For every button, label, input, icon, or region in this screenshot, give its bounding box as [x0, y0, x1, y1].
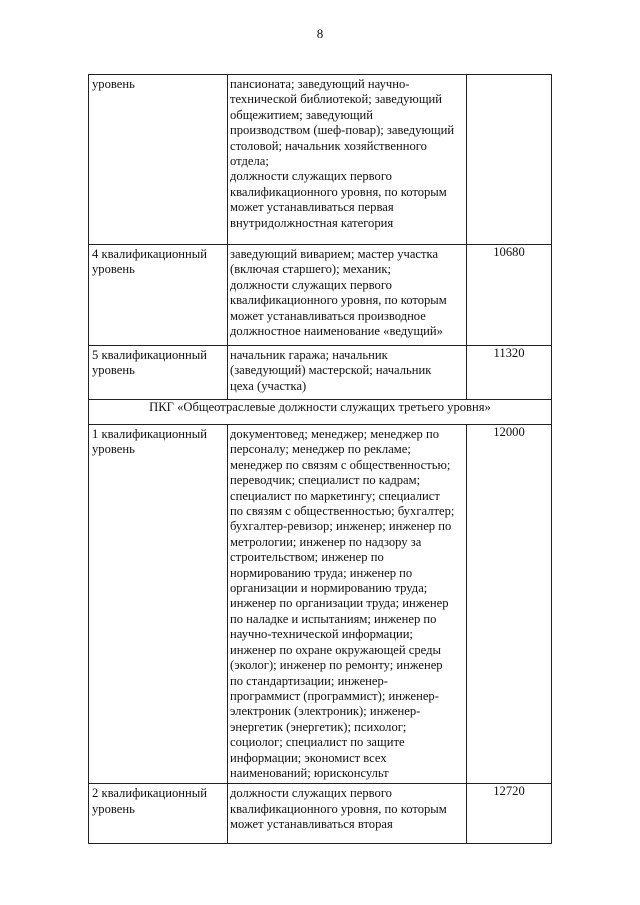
salary-cell: [467, 75, 552, 245]
level-cell: [89, 245, 228, 346]
salary-cell: 12720: [467, 784, 552, 844]
position-line: организации и нормированию труда;: [230, 581, 428, 596]
positions-list: [228, 784, 466, 834]
position-line: должности служащих первого: [230, 169, 392, 184]
position-line: производством (шеф-повар); заведующий: [230, 123, 455, 138]
position-line: пансионата; заведующий научно-: [230, 77, 410, 91]
position-line: должности служащих первого: [230, 277, 392, 292]
positions-cell: [228, 75, 467, 245]
position-line: квалификационного уровня, по которым: [230, 293, 447, 308]
position-line: по наладке и испытаниям; инженер по: [230, 611, 437, 626]
table-row: [89, 75, 552, 245]
position-line: квалификационного уровня, по которым: [230, 184, 447, 199]
level-label: 4 квалификационный уровень: [92, 247, 207, 277]
position-line: персоналу; менеджер по рекламе;: [230, 442, 411, 457]
position-line: должности служащих первого: [230, 786, 392, 801]
position-line: электроник (электроник); инженер-: [230, 704, 421, 719]
position-line: энергетик (энергетик); психолог;: [230, 719, 407, 734]
level-cell: [89, 75, 228, 245]
level-label: уровень: [92, 77, 135, 91]
position-line: менеджер по связям с общественностью;: [230, 457, 451, 472]
table-row: [89, 425, 552, 784]
position-line: отдела;: [230, 154, 269, 169]
position-line: метрологии; инженер по надзору за: [230, 534, 422, 549]
salary-cell: 11320: [467, 346, 552, 400]
level-cell: [89, 346, 228, 400]
table-row: [89, 245, 552, 346]
position-line: документовед; менеджер; менеджер по: [230, 427, 439, 441]
table-row: [89, 400, 552, 425]
position-line: (заведующий) мастерской; начальник: [230, 363, 432, 378]
level-cell: [89, 784, 228, 844]
position-line: заведующий виварием; мастер участка: [230, 247, 439, 261]
positions-list: [228, 245, 466, 341]
position-line: может устанавливаться вторая: [230, 817, 393, 832]
position-line: начальник гаража; начальник: [230, 348, 388, 362]
position-line: информации; экономист всех: [230, 750, 387, 765]
table-row: [89, 346, 552, 400]
position-line: квалификационного уровня, по которым: [230, 801, 447, 816]
position-line: по связям с общественностью; бухгалтер;: [230, 504, 455, 519]
page-number: 8: [316, 26, 324, 41]
salary-table: [88, 74, 552, 844]
position-line: наименований; юрисконсульт: [230, 765, 389, 780]
position-line: должностное наименование «ведущий»: [230, 324, 443, 339]
position-line: нормированию труда; инженер по: [230, 565, 413, 580]
position-line: строительством; инженер по: [230, 550, 384, 565]
position-line: цеха (участка): [230, 378, 307, 393]
position-line: переводчик; специалист по кадрам;: [230, 473, 421, 488]
position-line: общежитием; заведующий: [230, 107, 374, 122]
position-line: по стандартизации; инженер-: [230, 673, 388, 688]
positions-list: [228, 425, 466, 783]
level-label: 5 квалификационный уровень: [92, 348, 207, 378]
position-line: инженер по охране окружающей среды: [230, 642, 441, 657]
position-line: программист (программист); инженер-: [230, 688, 439, 703]
position-line: может устанавливаться первая: [230, 200, 394, 215]
position-line: столовой; начальник хозяйственного: [230, 138, 427, 153]
position-line: (эколог); инженер по ремонту; инженер: [230, 658, 443, 673]
positions-cell: [228, 346, 467, 400]
position-line: социолог; специалист по защите: [230, 735, 405, 750]
position-line: внутридолжностная категория: [230, 215, 394, 230]
group-header: ПКГ «Общеотраслевые должности служащих третьего уровня»: [89, 400, 552, 425]
position-line: технической библиотекой; заведующий: [230, 92, 442, 107]
position-line: инженер по организации труда; инженер: [230, 596, 449, 611]
positions-cell: [228, 245, 467, 346]
position-line: (включая старшего); механик;: [230, 262, 391, 277]
salary-cell: 12000: [467, 425, 552, 784]
position-line: научно-технической информации;: [230, 627, 413, 642]
level-label: 1 квалификационный уровень: [92, 427, 207, 457]
level-cell: [89, 425, 228, 784]
salary-cell: 10680: [467, 245, 552, 346]
position-line: специалист по маркетингу; специалист: [230, 488, 440, 503]
position-line: бухгалтер-ревизор; инженер; инженер по: [230, 519, 452, 534]
positions-list: [228, 346, 466, 396]
position-line: может устанавливаться производное: [230, 308, 426, 323]
positions-list: [228, 75, 466, 233]
table-row: [89, 784, 552, 844]
level-label: 2 квалификационный уровень: [92, 786, 207, 816]
positions-cell: [228, 425, 467, 784]
positions-cell: [228, 784, 467, 844]
